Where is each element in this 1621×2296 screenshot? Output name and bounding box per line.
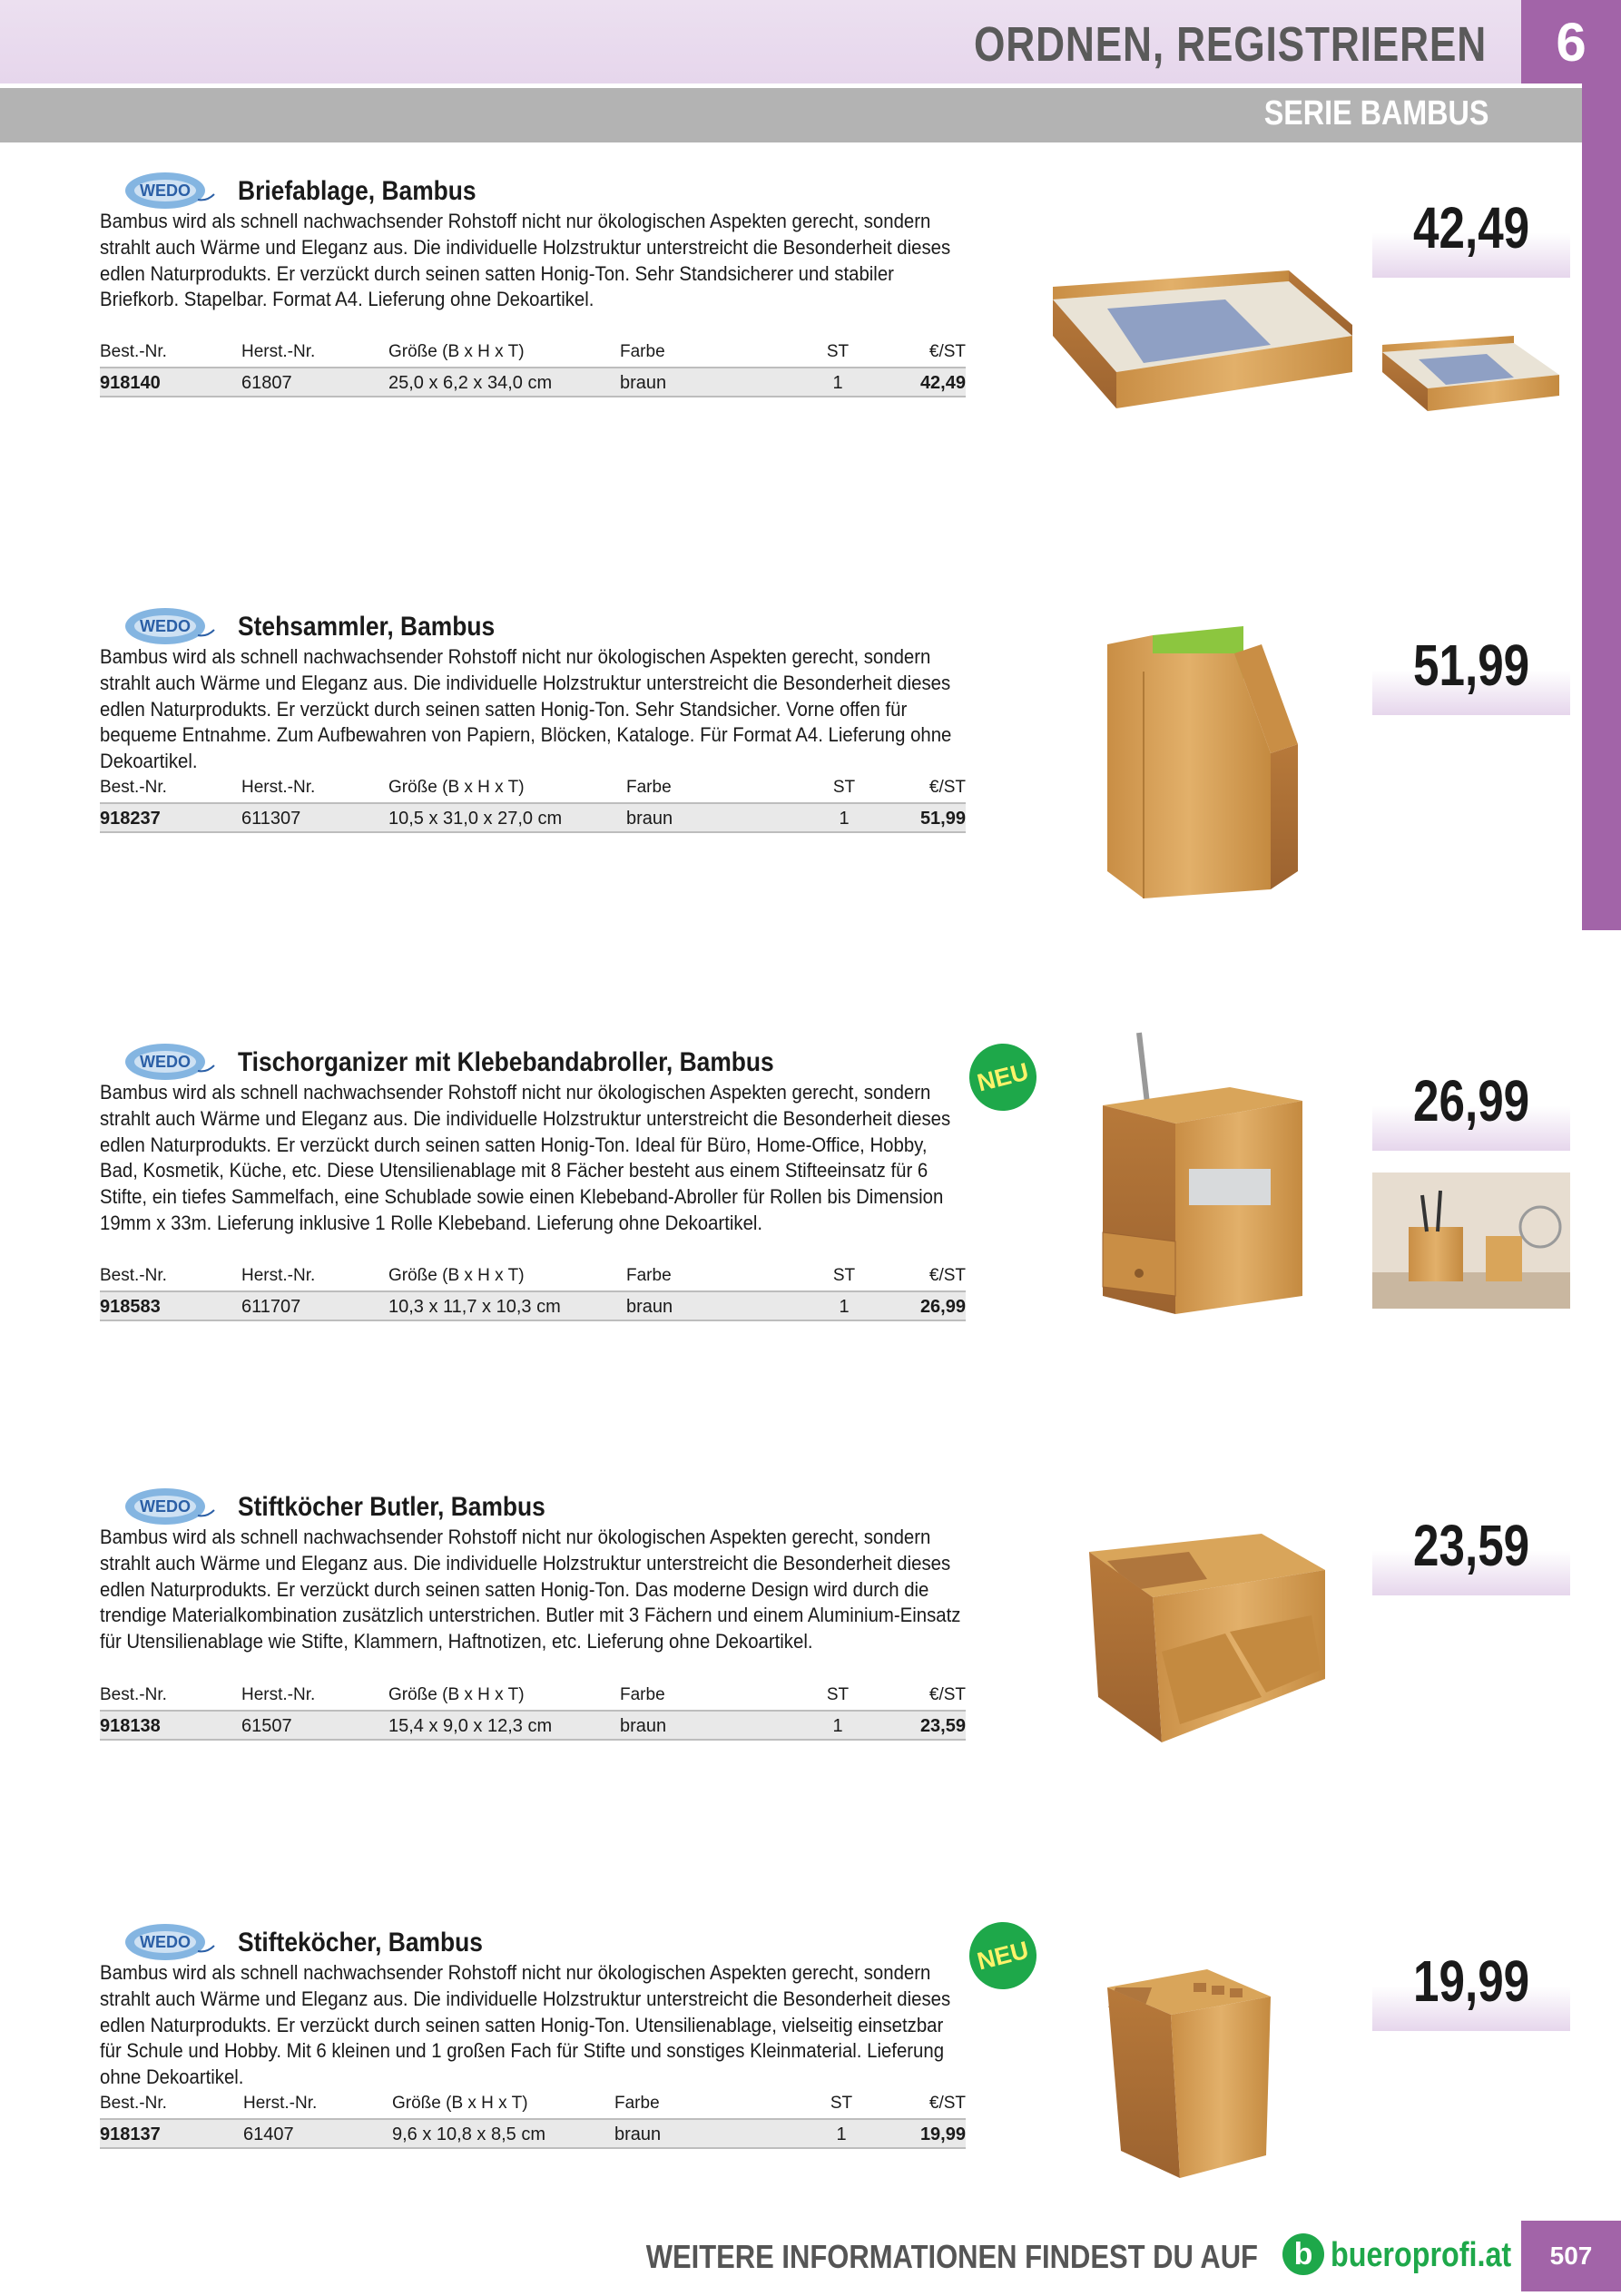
best-nr: 918237 [100, 803, 241, 832]
col-best-nr: Best.-Nr. [100, 2093, 243, 2119]
stueck: 1 [801, 368, 874, 397]
stueck: 1 [808, 1291, 880, 1320]
series-title: SERIE BAMBUS [1263, 94, 1488, 132]
col-best-nr: Best.-Nr. [100, 1265, 241, 1291]
best-nr: 918138 [100, 1711, 241, 1740]
product-description: Bambus wird als schnell nachwachsender Rohstoff nicht nur ökologischen Aspekten gerecht, sondern strahlt auch Wärme und Eleganz aus. Die individuelle Holzstruktur unterstreicht die Besonderheit dieses edlen Naturprodukts. Er verzückt durch seinen satten Honig-Ton. Utensilienablage, vielseitig einsetzbar für Schule und Hobby. Mit 6 kleinen und 1 großen Fach für Stifte und sonstiges Kleinmaterial. Lieferung ohne Dekoartikel. [100, 1961, 951, 2089]
product-description: Bambus wird als schnell nachwachsender Rohstoff nicht nur ökologischen Aspekten gerecht, sondern strahlt auch Wärme und Eleganz aus. Die individuelle Holzstruktur unterstreicht die Besonderheit dieses edlen Naturprodukts. Er verzückt durch seinen satten Honig-Ton. Das moderne Design wird durch die trendige Materialkombination zusätzlich unterstrichen. Butler mit 3 Fächern und einem Aluminium-Einsatz für Utensilienablage wie Stifte, Klammern, Haftnotizen, etc. Lieferung ohne Dekoartikel. [100, 1526, 961, 1653]
price-label: 19,99 [1412, 1948, 1530, 2014]
best-nr: 918583 [100, 1291, 241, 1320]
price-label: 23,59 [1412, 1513, 1530, 1578]
neu-badge: NEU [962, 1036, 1044, 1118]
col-farbe: Farbe [614, 2093, 805, 2119]
bueroprofi-logo-icon: b [1282, 2233, 1324, 2275]
preis: 23,59 [874, 1711, 966, 1740]
preis: 42,49 [874, 368, 966, 397]
farbe: braun [620, 368, 801, 397]
magazine-file-image [1089, 617, 1325, 908]
svg-text:WEDO: WEDO [140, 182, 191, 200]
col-groesse: Größe (B x H x T) [388, 1265, 626, 1291]
preis: 51,99 [880, 803, 966, 832]
price-box [1372, 1931, 1570, 2031]
section-title: ORDNEN, REGISTRIEREN [973, 17, 1487, 72]
col-farbe: Farbe [620, 341, 801, 368]
herst-nr: 61507 [241, 1711, 388, 1740]
col-farbe: Farbe [626, 1265, 808, 1291]
herst-nr: 611307 [241, 803, 388, 832]
product-title: Stifteköcher, Bambus [238, 1928, 483, 1957]
groesse: 10,3 x 11,7 x 10,3 cm [388, 1291, 626, 1320]
groesse: 9,6 x 10,8 x 8,5 cm [392, 2119, 614, 2148]
page-number: 507 [1521, 2221, 1621, 2291]
svg-text:WEDO: WEDO [140, 1933, 191, 1951]
footer-info-text: WEITERE INFORMATIONEN FINDEST DU AUF [645, 2238, 1258, 2275]
col-herst-nr: Herst.-Nr. [241, 1265, 388, 1291]
product-description: Bambus wird als schnell nachwachsender Rohstoff nicht nur ökologischen Aspekten gerecht, sondern strahlt auch Wärme und Eleganz aus. Die individuelle Holzstruktur unterstreicht die Besonderheit dieses edlen Naturprodukts. Er verzückt durch seinen satten Honig-Ton. Sehr Standsicherer und stabiler Briefkorb. Stapelbar. Format A4. Lieferung ohne Dekoartikel. [100, 210, 951, 311]
product-title: Tischorganizer mit Klebebandabroller, Bambus [238, 1047, 774, 1077]
col-herst-nr: Herst.-Nr. [241, 777, 388, 803]
desk-organizer-image [1085, 1024, 1312, 1332]
product-description: Bambus wird als schnell nachwachsender Rohstoff nicht nur ökologischen Aspekten gerecht, sondern strahlt auch Wärme und Eleganz aus. Die individuelle Holzstruktur unterstreicht die Besonderheit dieses edlen Naturprodukts. Er verzückt durch seinen satten Honig-Ton. Ideal für Büro, Home-Office, Hobby, Bad, Kosmetik, Küche, etc. Diese Utensilienablage mit 8 Fächer besteht aus einem Stifteeinsatz für 6 Stifte, ein tiefes Sammelfach, eine Schublade sowie einen Klebeband-Abroller für Rollen bis Dimension 19mm x 33m. Lieferung inklusive 1 Rolle Klebeband. Lieferung ohne Dekoartikel. [100, 1081, 951, 1234]
product-title: Stehsammler, Bambus [238, 612, 496, 642]
col-st: ST [808, 1265, 880, 1291]
product-block [0, 1479, 1621, 1860]
stueck: 1 [808, 803, 880, 832]
table-row[interactable] [100, 803, 966, 832]
col-herst-nr: Herst.-Nr. [241, 1684, 388, 1711]
groesse: 15,4 x 9,0 x 12,3 cm [388, 1711, 620, 1740]
pen-holder-butler-image [1080, 1516, 1334, 1751]
farbe: braun [626, 803, 808, 832]
col-best-nr: Best.-Nr. [100, 777, 241, 803]
letter-tray-stacked-image [1378, 316, 1568, 429]
product-block [0, 163, 1621, 545]
col-groesse: Größe (B x H x T) [388, 1684, 620, 1711]
col-groesse: Größe (B x H x T) [392, 2093, 614, 2119]
farbe: braun [626, 1291, 808, 1320]
neu-badge: NEU [962, 1915, 1044, 1997]
stueck: 1 [801, 1711, 874, 1740]
price-box [1372, 178, 1570, 278]
col-farbe: Farbe [626, 777, 808, 803]
price-label: 42,49 [1412, 195, 1530, 260]
table-row[interactable] [100, 1291, 966, 1320]
price-label: 51,99 [1412, 633, 1530, 698]
col-farbe: Farbe [620, 1684, 801, 1711]
table-row[interactable] [100, 1711, 966, 1740]
farbe: braun [614, 2119, 805, 2148]
svg-text:WEDO: WEDO [140, 1497, 191, 1516]
letter-tray-image [1044, 227, 1370, 427]
footer-site-link[interactable]: bueroprofi.at [1331, 2236, 1512, 2274]
product-table [100, 1265, 966, 1321]
table-row[interactable] [100, 2119, 966, 2148]
price-box [1372, 1496, 1570, 1595]
col-best-nr: Best.-Nr. [100, 1684, 241, 1711]
farbe: braun [620, 1711, 801, 1740]
price-label: 26,99 [1412, 1068, 1530, 1133]
col-st: ST [801, 1684, 874, 1711]
best-nr: 918140 [100, 368, 241, 397]
price-box [1372, 1051, 1570, 1151]
product-block [0, 1035, 1621, 1416]
col-herst-nr: Herst.-Nr. [241, 341, 388, 368]
herst-nr: 611707 [241, 1291, 388, 1320]
col-preis: €/ST [874, 1684, 966, 1711]
product-table [100, 1684, 966, 1741]
table-row[interactable] [100, 368, 966, 397]
product-title: Stiftköcher Butler, Bambus [238, 1492, 545, 1522]
svg-text:WEDO: WEDO [140, 617, 191, 635]
col-st: ST [805, 2093, 878, 2119]
herst-nr: 61407 [243, 2119, 392, 2148]
col-preis: €/ST [874, 341, 966, 368]
col-preis: €/ST [880, 777, 966, 803]
col-preis: €/ST [878, 2093, 966, 2119]
preis: 26,99 [880, 1291, 966, 1320]
price-box [1372, 615, 1570, 715]
product-title: Briefablage, Bambus [238, 176, 476, 206]
best-nr: 918137 [100, 2119, 243, 2148]
col-st: ST [801, 341, 874, 368]
herst-nr: 61807 [241, 368, 388, 397]
col-st: ST [808, 777, 880, 803]
col-best-nr: Best.-Nr. [100, 341, 241, 368]
svg-text:WEDO: WEDO [140, 1053, 191, 1071]
col-groesse: Größe (B x H x T) [388, 341, 620, 368]
chapter-tab[interactable]: 6 [1521, 0, 1621, 83]
col-herst-nr: Herst.-Nr. [243, 2093, 392, 2119]
col-groesse: Größe (B x H x T) [388, 777, 626, 803]
product-description: Bambus wird als schnell nachwachsender Rohstoff nicht nur ökologischen Aspekten gerecht, sondern strahlt auch Wärme und Eleganz aus. Die individuelle Holzstruktur unterstreicht die Besonderheit dieses edlen Naturprodukts. Er verzückt durch seinen satten Honig-Ton. Sehr Standsicher. Vorne offen für bequeme Entnahme. Zum Aufbewahren von Papiern, Blöcken, Kataloge. Für Format A4. Lieferung ohne Dekoartikel. [100, 645, 952, 773]
preis: 19,99 [878, 2119, 966, 2148]
col-preis: €/ST [880, 1265, 966, 1291]
pen-cup-image [1098, 1960, 1280, 2187]
organizer-scene-image [1372, 1173, 1570, 1309]
product-table [100, 341, 966, 397]
product-table [100, 2093, 966, 2149]
product-block [0, 599, 1621, 980]
groesse: 25,0 x 6,2 x 34,0 cm [388, 368, 620, 397]
product-table [100, 777, 966, 833]
stueck: 1 [805, 2119, 878, 2148]
groesse: 10,5 x 31,0 x 27,0 cm [388, 803, 626, 832]
